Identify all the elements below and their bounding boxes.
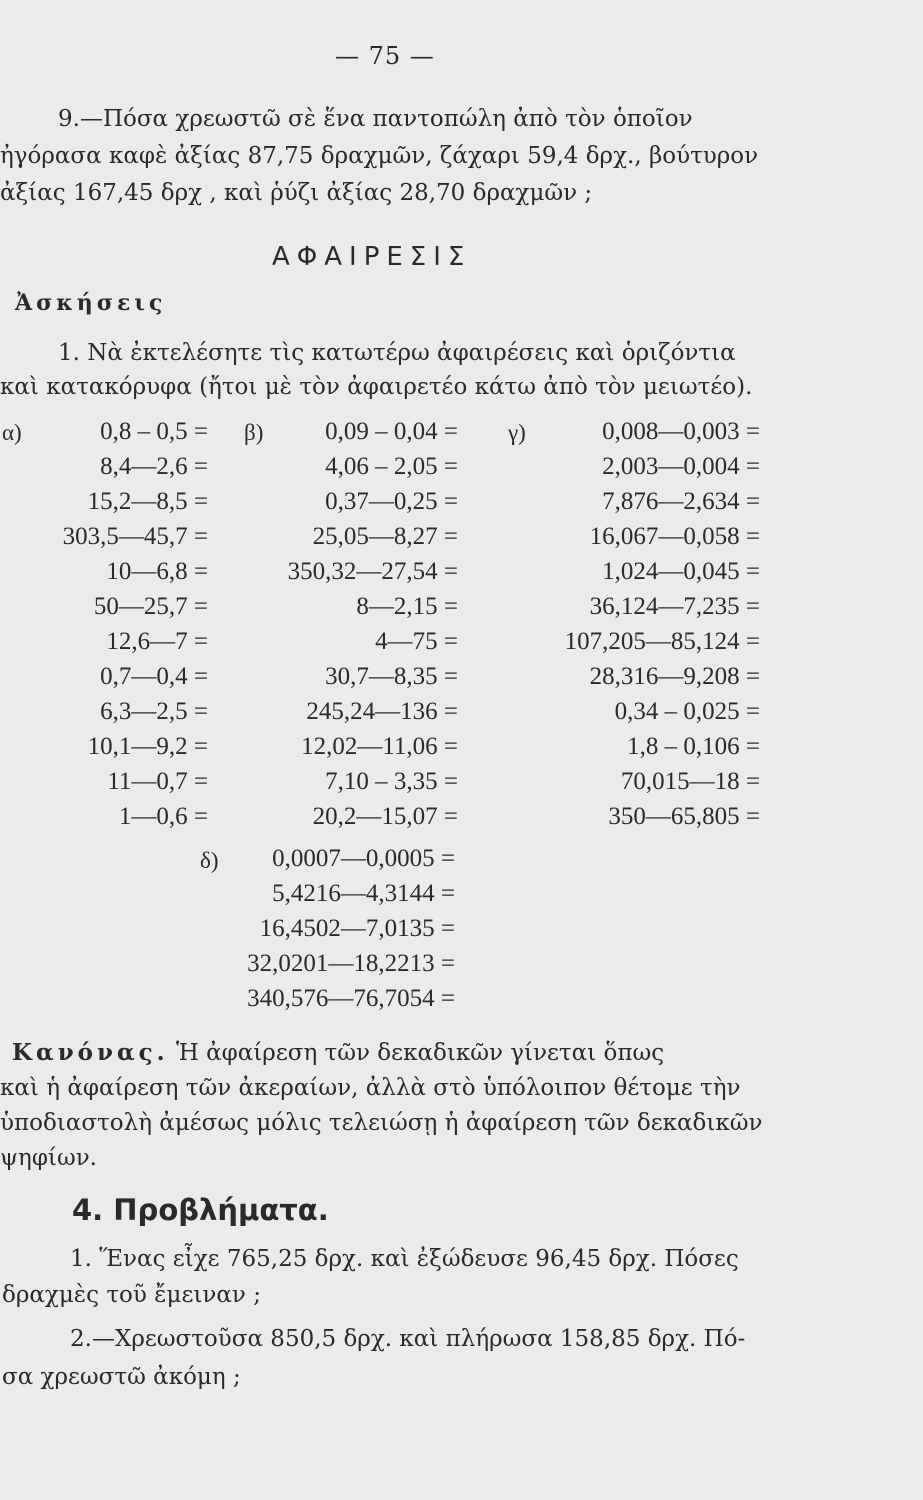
exercise-item: 32,0201—18,2213 = (247, 950, 455, 977)
exercise-item: 8,4—2,6 = (100, 453, 208, 480)
page-number: — 75 — (335, 42, 435, 70)
problem-1-line1 (70, 1244, 739, 1274)
exercise-item: 1—0,6 = (118, 803, 208, 830)
text-line: 1. Νὰ ἐκτελέσητε τὶς κατωτέρω ἀφαιρέσεις καὶ ὁριζόντια (58, 340, 736, 366)
exercise-item: 245,24—136 = (306, 698, 458, 725)
problem-2-line1 (70, 1324, 745, 1354)
exercise-item: 28,316—9,208 = (589, 663, 760, 690)
exercise-item: 15,2—8,5 = (87, 488, 208, 515)
text-line: καὶ ἡ ἀφαίρεση τῶν ἀκεραίων, ἀλλὰ στὸ ὑπόλοιπον θέτομε τὴν (0, 1075, 741, 1101)
text-line: 1. Ἕνας εἶχε 765,25 δρχ. καὶ ἐξώδευσε 96,45 δρχ. Πόσες (70, 1246, 739, 1272)
exercise-item: 0,37—0,25 = (325, 488, 458, 515)
section-title: ΑΦΑΙΡΕΣΙΣ (272, 242, 472, 272)
exercise-item: 11—0,7 = (107, 768, 208, 795)
exercise-item: 10,1—9,2 = (87, 733, 208, 760)
problem-9 (58, 104, 693, 134)
exercise-item: 50—25,7 = (93, 593, 208, 620)
problem-9-cont (0, 141, 758, 215)
exercise-item: 36,124—7,235 = (589, 593, 760, 620)
rule-first-line (12, 1038, 664, 1068)
exercise-item: 303,5—45,7 = (62, 523, 208, 550)
exercise-1-line2 (0, 372, 752, 402)
exercise-item: 7,876—2,634 = (602, 488, 760, 515)
column-b-label: β) (244, 420, 264, 445)
problem-1-line2 (2, 1280, 261, 1310)
exercise-item: 12,6—7 = (106, 628, 208, 655)
exercise-1-line1 (58, 338, 736, 368)
exercise-item: 20,2—15,07 = (312, 803, 458, 830)
text-line: ἠγόρασα καφὲ ἀξίας 87,75 δραχμῶν, ζάχαρι 59,4 δρχ., βούτυρον (0, 143, 759, 169)
exercise-item: 70,015—18 = (620, 768, 760, 795)
rule-text: Ἡ ἀφαίρεση τῶν δεκαδικῶν γίνεται ὅπως (175, 1040, 665, 1066)
column-d-label: δ) (200, 848, 219, 873)
exercise-item: 30,7—8,35 = (325, 663, 458, 690)
exercise-item: 25,05—8,27 = (312, 523, 458, 550)
exercise-item: 350,32—27,54 = (287, 558, 458, 585)
exercise-item: 10—6,8 = (106, 558, 208, 585)
column-c-label: γ) (508, 420, 526, 445)
exercises-label: Ἀσκήσεις (15, 290, 167, 316)
exercise-item: 340,576—76,7054 = (247, 985, 455, 1012)
exercise-item: 2,003—0,004 = (602, 453, 760, 480)
exercise-item: 0,8 – 0,5 = (100, 418, 208, 445)
text-line: καὶ κατακόρυφα (ἤτοι μὲ τὸν ἀφαιρετέο κάτω ἀπὸ τὸν μειωτέο). (0, 374, 753, 400)
exercise-item: 0,7—0,4 = (100, 663, 208, 690)
text-line: 2.—Χρεωστοῦσα 850,5 δρχ. καὶ πλήρωσα 158,85 δρχ. Πό- (70, 1326, 746, 1352)
exercise-item: 350—65,805 = (608, 803, 760, 830)
exercise-item: 7,10 – 3,35 = (325, 768, 458, 795)
problems-title: 4. Προβλήματα. (72, 1193, 329, 1227)
exercise-item: 4,06 – 2,05 = (325, 453, 458, 480)
exercise-item: 1,8 – 0,106 = (627, 733, 760, 760)
problem-2-line2 (2, 1362, 241, 1392)
exercise-item: 4—75 = (375, 628, 458, 655)
text-line: δραχμὲς τοῦ ἔμειναν ; (2, 1282, 261, 1308)
exercise-item: 5,4216—4,3144 = (272, 880, 455, 907)
exercise-item: 0,0007—0,0005 = (272, 845, 455, 872)
column-a-label: α) (2, 420, 22, 445)
exercise-item: 0,008—0,003 = (602, 418, 760, 445)
text-line: ἀξίας 167,45 δρχ , καὶ ῥύζι ἀξίας 28,70 δραχμῶν ; (0, 180, 593, 206)
text-line: ὑποδιαστολὴ ἀμέσως μόλις τελειώσῃ ἡ ἀφαίρεση τῶν δεκαδικῶν (0, 1110, 763, 1136)
exercise-item: 16,067—0,058 = (589, 523, 760, 550)
text-line: 9.—Πόσα χρεωστῶ σὲ ἕνα παντοπώλη ἀπὸ τὸν ὁποῖον (58, 106, 693, 132)
exercise-item: 107,205—85,124 = (564, 628, 760, 655)
exercise-item: 12,02—11,06 = (301, 733, 458, 760)
exercise-item: 8—2,15 = (356, 593, 458, 620)
rule-label: Κανόνας. (12, 1039, 169, 1066)
exercise-item: 0,34 – 0,025 = (614, 698, 760, 725)
exercise-item: 16,4502—7,0135 = (259, 915, 455, 942)
exercise-item: 1,024—0,045 = (602, 558, 760, 585)
rule-body (0, 1073, 763, 1178)
exercise-item: 0,09 – 0,04 = (325, 418, 458, 445)
text-line: ψηφίων. (0, 1145, 97, 1171)
text-line: σα χρεωστῶ ἀκόμη ; (2, 1364, 241, 1390)
exercise-item: 6,3—2,5 = (100, 698, 208, 725)
